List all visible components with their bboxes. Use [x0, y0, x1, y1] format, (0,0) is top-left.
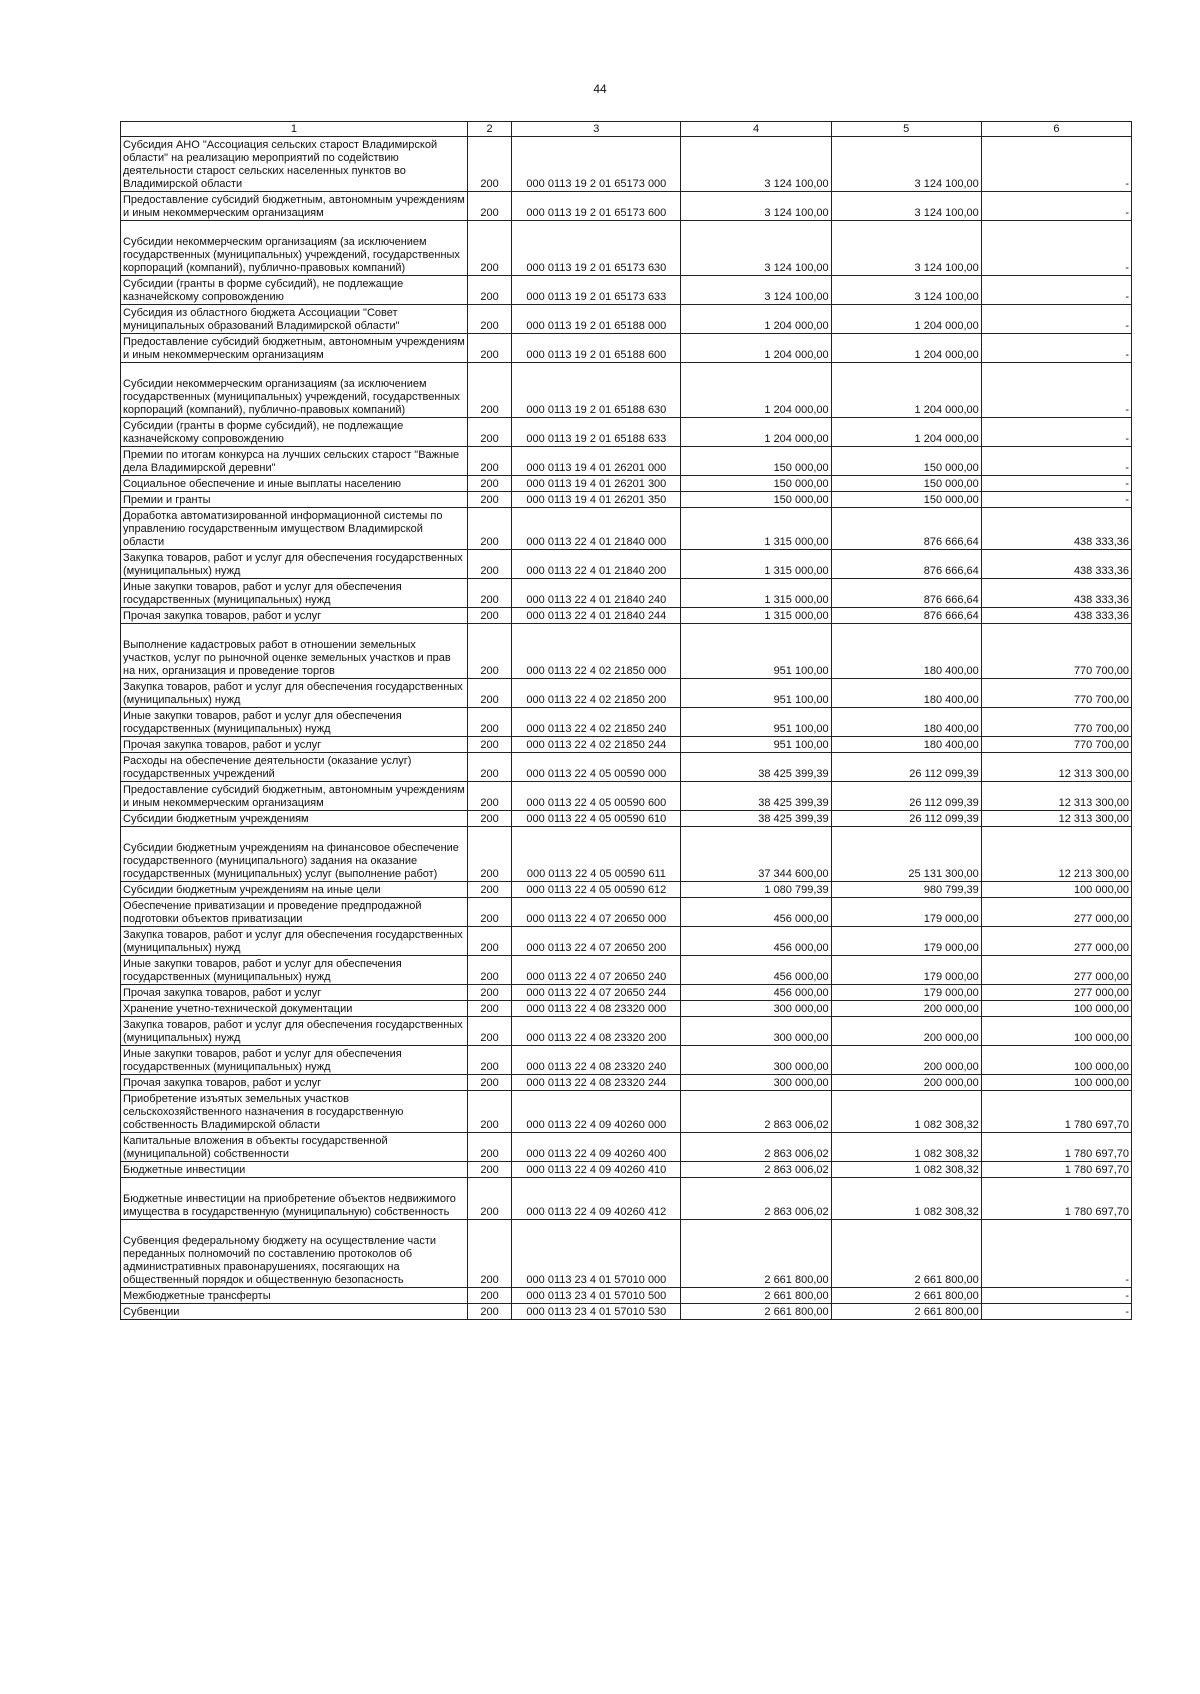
row-name-cell: Иные закупки товаров, работ и услуг для обеспечения государственных (муниципальных) нужд [121, 1046, 468, 1075]
row-value-col4-cell: 38 425 399,39 [681, 753, 831, 782]
row-value-col4-cell: 300 000,00 [681, 1001, 831, 1017]
table-row [121, 679, 1132, 708]
row-code-cell: 200 [467, 492, 511, 508]
row-name-cell: Премии и гранты [121, 492, 468, 508]
row-value-col6-cell: 277 000,00 [981, 898, 1131, 927]
row-kbk-cell: 000 0113 22 4 09 40260 400 [512, 1133, 681, 1162]
row-value-col6-cell: - [981, 418, 1131, 447]
row-value-col5-cell: 180 400,00 [831, 708, 981, 737]
row-value-col4-cell: 1 204 000,00 [681, 305, 831, 334]
row-kbk-cell: 000 0113 19 2 01 65173 633 [512, 276, 681, 305]
table-row [121, 1075, 1132, 1091]
row-name-cell: Предоставление субсидий бюджетным, автономным учреждениям и иным некоммерческим организациям [121, 334, 468, 363]
row-value-col4-cell: 37 344 600,00 [681, 827, 831, 882]
table-row [121, 811, 1132, 827]
row-code-cell: 200 [467, 882, 511, 898]
row-value-col6-cell: 277 000,00 [981, 985, 1131, 1001]
row-code-cell: 200 [467, 753, 511, 782]
row-value-col5-cell: 3 124 100,00 [831, 137, 981, 192]
row-code-cell: 200 [467, 221, 511, 276]
row-name-cell: Субсидии бюджетным учреждениям [121, 811, 468, 827]
row-value-col5-cell: 180 400,00 [831, 737, 981, 753]
row-code-cell: 200 [467, 898, 511, 927]
row-value-col6-cell: - [981, 447, 1131, 476]
row-value-col5-cell: 1 082 308,32 [831, 1091, 981, 1133]
row-value-col4-cell: 2 863 006,02 [681, 1133, 831, 1162]
table-row [121, 447, 1132, 476]
row-value-col4-cell: 38 425 399,39 [681, 811, 831, 827]
row-code-cell: 200 [467, 1178, 511, 1220]
row-value-col6-cell: 1 780 697,70 [981, 1091, 1131, 1133]
table-row [121, 192, 1132, 221]
row-value-col6-cell: 770 700,00 [981, 679, 1131, 708]
row-kbk-cell: 000 0113 22 4 07 20650 244 [512, 985, 681, 1001]
row-kbk-cell: 000 0113 23 4 01 57010 500 [512, 1288, 681, 1304]
row-code-cell: 200 [467, 363, 511, 418]
row-value-col6-cell: 100 000,00 [981, 882, 1131, 898]
row-name-cell: Закупка товаров, работ и услуг для обеспечения государственных (муниципальных) нужд [121, 927, 468, 956]
row-name-cell: Прочая закупка товаров, работ и услуг [121, 1075, 468, 1091]
row-value-col4-cell: 1 315 000,00 [681, 508, 831, 550]
row-value-col6-cell: - [981, 334, 1131, 363]
table-row [121, 550, 1132, 579]
row-kbk-cell: 000 0113 19 2 01 65173 630 [512, 221, 681, 276]
row-name-cell: Расходы на обеспечение деятельности (оказание услуг) государственных учреждений [121, 753, 468, 782]
row-value-col6-cell: - [981, 221, 1131, 276]
table-row [121, 508, 1132, 550]
row-code-cell: 200 [467, 1304, 511, 1320]
row-value-col5-cell: 200 000,00 [831, 1046, 981, 1075]
column-header-6: 6 [981, 122, 1131, 137]
table-row [121, 1162, 1132, 1178]
row-value-col6-cell: 277 000,00 [981, 927, 1131, 956]
row-value-col5-cell: 876 666,64 [831, 608, 981, 624]
row-code-cell: 200 [467, 708, 511, 737]
row-code-cell: 200 [467, 679, 511, 708]
table-row [121, 737, 1132, 753]
row-value-col5-cell: 179 000,00 [831, 898, 981, 927]
row-name-cell: Субвенции [121, 1304, 468, 1320]
row-value-col6-cell: 100 000,00 [981, 1046, 1131, 1075]
column-header-3: 3 [512, 122, 681, 137]
row-value-col4-cell: 951 100,00 [681, 737, 831, 753]
row-name-cell: Субсидии (гранты в форме субсидий), не подлежащие казначейскому сопровождению [121, 276, 468, 305]
row-value-col5-cell: 179 000,00 [831, 985, 981, 1001]
row-value-col6-cell: - [981, 276, 1131, 305]
row-code-cell: 200 [467, 579, 511, 608]
row-code-cell: 200 [467, 1091, 511, 1133]
row-value-col4-cell: 951 100,00 [681, 624, 831, 679]
row-name-cell: Социальное обеспечение и иные выплаты населению [121, 476, 468, 492]
row-kbk-cell: 000 0113 19 2 01 65173 000 [512, 137, 681, 192]
row-value-col4-cell: 3 124 100,00 [681, 192, 831, 221]
table-row [121, 476, 1132, 492]
table-row [121, 1046, 1132, 1075]
row-name-cell: Капитальные вложения в объекты государственной (муниципальной) собственности [121, 1133, 468, 1162]
row-kbk-cell: 000 0113 22 4 05 00590 000 [512, 753, 681, 782]
table-row [121, 1133, 1132, 1162]
row-value-col6-cell: 1 780 697,70 [981, 1133, 1131, 1162]
row-name-cell: Субсидии некоммерческим организациям (за исключением государственных (муниципальных) учреждений, государственных корпораций (компаний), публично-правовых компаний) [121, 221, 468, 276]
row-value-col4-cell: 150 000,00 [681, 492, 831, 508]
column-header-1: 1 [121, 122, 468, 137]
table-row [121, 956, 1132, 985]
row-code-cell: 200 [467, 608, 511, 624]
row-value-col5-cell: 26 112 099,39 [831, 753, 981, 782]
row-code-cell: 200 [467, 550, 511, 579]
row-code-cell: 200 [467, 1017, 511, 1046]
row-value-col6-cell: 12 313 300,00 [981, 782, 1131, 811]
row-value-col4-cell: 2 661 800,00 [681, 1304, 831, 1320]
row-value-col4-cell: 456 000,00 [681, 927, 831, 956]
row-name-cell: Предоставление субсидий бюджетным, автономным учреждениям и иным некоммерческим организациям [121, 782, 468, 811]
row-kbk-cell: 000 0113 22 4 02 21850 240 [512, 708, 681, 737]
row-value-col5-cell: 179 000,00 [831, 927, 981, 956]
row-code-cell: 200 [467, 827, 511, 882]
row-code-cell: 200 [467, 192, 511, 221]
row-name-cell: Субсидии бюджетным учреждениям на иные цели [121, 882, 468, 898]
row-kbk-cell: 000 0113 23 4 01 57010 530 [512, 1304, 681, 1320]
row-value-col5-cell: 150 000,00 [831, 492, 981, 508]
row-name-cell: Выполнение кадастровых работ в отношении земельных участков, услуг по рыночной оценке земельных участков и прав на них, организация и проведение торгов [121, 624, 468, 679]
row-name-cell: Хранение учетно-технической документации [121, 1001, 468, 1017]
row-value-col5-cell: 150 000,00 [831, 447, 981, 476]
budget-table [120, 121, 1132, 1320]
row-value-col5-cell: 26 112 099,39 [831, 782, 981, 811]
row-name-cell: Бюджетные инвестиции на приобретение объектов недвижимого имущества в государственную (муниципальную) собственность [121, 1178, 468, 1220]
page-number: 44 [593, 82, 607, 96]
row-value-col4-cell: 300 000,00 [681, 1017, 831, 1046]
row-name-cell: Субсидии некоммерческим организациям (за исключением государственных (муниципальных) учреждений, государственных корпораций (компаний), публично-правовых компаний) [121, 363, 468, 418]
row-kbk-cell: 000 0113 19 2 01 65188 600 [512, 334, 681, 363]
row-value-col4-cell: 1 204 000,00 [681, 334, 831, 363]
row-name-cell: Субсидии (гранты в форме субсидий), не подлежащие казначейскому сопровождению [121, 418, 468, 447]
row-code-cell: 200 [467, 137, 511, 192]
row-name-cell: Иные закупки товаров, работ и услуг для обеспечения государственных (муниципальных) нужд [121, 708, 468, 737]
row-value-col5-cell: 26 112 099,39 [831, 811, 981, 827]
row-name-cell: Прочая закупка товаров, работ и услуг [121, 737, 468, 753]
row-code-cell: 200 [467, 811, 511, 827]
row-kbk-cell: 000 0113 22 4 07 20650 200 [512, 927, 681, 956]
row-value-col4-cell: 150 000,00 [681, 447, 831, 476]
row-value-col4-cell: 1 315 000,00 [681, 550, 831, 579]
row-value-col5-cell: 1 204 000,00 [831, 305, 981, 334]
row-value-col5-cell: 1 204 000,00 [831, 334, 981, 363]
row-value-col6-cell: 438 333,36 [981, 550, 1131, 579]
row-value-col5-cell: 200 000,00 [831, 1075, 981, 1091]
row-value-col6-cell: - [981, 1220, 1131, 1288]
row-value-col4-cell: 2 863 006,02 [681, 1091, 831, 1133]
table-row [121, 137, 1132, 192]
row-value-col6-cell: - [981, 305, 1131, 334]
row-code-cell: 200 [467, 927, 511, 956]
row-value-col5-cell: 25 131 300,00 [831, 827, 981, 882]
row-kbk-cell: 000 0113 19 4 01 26201 300 [512, 476, 681, 492]
row-value-col4-cell: 300 000,00 [681, 1046, 831, 1075]
row-value-col6-cell: - [981, 363, 1131, 418]
row-value-col5-cell: 1 204 000,00 [831, 418, 981, 447]
row-kbk-cell: 000 0113 22 4 01 21840 000 [512, 508, 681, 550]
row-kbk-cell: 000 0113 22 4 07 20650 240 [512, 956, 681, 985]
table-row [121, 708, 1132, 737]
table-row [121, 753, 1132, 782]
column-header-4: 4 [681, 122, 831, 137]
table-row [121, 221, 1132, 276]
row-value-col6-cell: - [981, 137, 1131, 192]
row-code-cell: 200 [467, 956, 511, 985]
row-value-col6-cell: - [981, 492, 1131, 508]
row-name-cell: Доработка автоматизированной информационной системы по управлению государственным имуществом Владимирской области [121, 508, 468, 550]
row-value-col5-cell: 180 400,00 [831, 679, 981, 708]
row-value-col6-cell: - [981, 192, 1131, 221]
row-kbk-cell: 000 0113 22 4 01 21840 200 [512, 550, 681, 579]
row-value-col5-cell: 3 124 100,00 [831, 221, 981, 276]
row-value-col4-cell: 1 315 000,00 [681, 579, 831, 608]
table-row [121, 579, 1132, 608]
row-code-cell: 200 [467, 985, 511, 1001]
row-value-col5-cell: 3 124 100,00 [831, 276, 981, 305]
row-kbk-cell: 000 0113 19 2 01 65173 600 [512, 192, 681, 221]
row-code-cell: 200 [467, 1075, 511, 1091]
row-value-col6-cell: - [981, 1288, 1131, 1304]
row-name-cell: Прочая закупка товаров, работ и услуг [121, 608, 468, 624]
row-name-cell: Закупка товаров, работ и услуг для обеспечения государственных (муниципальных) нужд [121, 550, 468, 579]
row-value-col6-cell: 12 213 300,00 [981, 827, 1131, 882]
row-value-col5-cell: 2 661 800,00 [831, 1220, 981, 1288]
row-kbk-cell: 000 0113 22 4 05 00590 610 [512, 811, 681, 827]
table-row [121, 624, 1132, 679]
table-row [121, 363, 1132, 418]
row-name-cell: Обеспечение приватизации и проведение предпродажной подготовки объектов приватизации [121, 898, 468, 927]
table-row [121, 827, 1132, 882]
row-value-col5-cell: 2 661 800,00 [831, 1288, 981, 1304]
row-value-col4-cell: 456 000,00 [681, 985, 831, 1001]
header-row [121, 122, 1132, 137]
row-value-col4-cell: 2 661 800,00 [681, 1288, 831, 1304]
row-value-col6-cell: 277 000,00 [981, 956, 1131, 985]
row-value-col6-cell: 12 313 300,00 [981, 753, 1131, 782]
row-value-col6-cell: 770 700,00 [981, 737, 1131, 753]
row-code-cell: 200 [467, 624, 511, 679]
row-kbk-cell: 000 0113 22 4 05 00590 611 [512, 827, 681, 882]
row-kbk-cell: 000 0113 22 4 08 23320 200 [512, 1017, 681, 1046]
row-value-col5-cell: 3 124 100,00 [831, 192, 981, 221]
table-row [121, 305, 1132, 334]
row-value-col4-cell: 456 000,00 [681, 956, 831, 985]
table-row [121, 1220, 1132, 1288]
row-code-cell: 200 [467, 334, 511, 363]
row-value-col6-cell: 12 313 300,00 [981, 811, 1131, 827]
table-row [121, 334, 1132, 363]
row-code-cell: 200 [467, 476, 511, 492]
row-code-cell: 200 [467, 508, 511, 550]
row-value-col5-cell: 200 000,00 [831, 1001, 981, 1017]
row-value-col6-cell: - [981, 1304, 1131, 1320]
row-code-cell: 200 [467, 305, 511, 334]
row-value-col4-cell: 1 080 799,39 [681, 882, 831, 898]
column-header-5: 5 [831, 122, 981, 137]
table-row [121, 927, 1132, 956]
row-kbk-cell: 000 0113 22 4 02 21850 200 [512, 679, 681, 708]
table-row [121, 492, 1132, 508]
row-value-col5-cell: 876 666,64 [831, 579, 981, 608]
row-kbk-cell: 000 0113 23 4 01 57010 000 [512, 1220, 681, 1288]
row-value-col6-cell: 438 333,36 [981, 508, 1131, 550]
table-row [121, 898, 1132, 927]
row-kbk-cell: 000 0113 19 4 01 26201 350 [512, 492, 681, 508]
row-name-cell: Приобретение изъятых земельных участков сельскохозяйственного назначения в государственную собственность Владимирской области [121, 1091, 468, 1133]
row-code-cell: 200 [467, 1046, 511, 1075]
row-name-cell: Субсидия АНО "Ассоциация сельских старост Владимирской области" на реализацию мероприятий по содействию деятельности старост сельских населенных пунктов во Владимирской области [121, 137, 468, 192]
row-kbk-cell: 000 0113 22 4 02 21850 000 [512, 624, 681, 679]
row-code-cell: 200 [467, 276, 511, 305]
table-row [121, 1178, 1132, 1220]
row-value-col5-cell: 1 082 308,32 [831, 1178, 981, 1220]
row-value-col4-cell: 3 124 100,00 [681, 276, 831, 305]
row-name-cell: Межбюджетные трансферты [121, 1288, 468, 1304]
row-value-col5-cell: 180 400,00 [831, 624, 981, 679]
row-kbk-cell: 000 0113 22 4 08 23320 240 [512, 1046, 681, 1075]
row-kbk-cell: 000 0113 22 4 08 23320 244 [512, 1075, 681, 1091]
table-row [121, 782, 1132, 811]
row-name-cell: Субсидии бюджетным учреждениям на финансовое обеспечение государственного (муниципального) задания на оказание государственных (муниципальных) услуг (выполнение работ) [121, 827, 468, 882]
table-row [121, 1288, 1132, 1304]
row-value-col6-cell: 770 700,00 [981, 624, 1131, 679]
row-value-col6-cell: 438 333,36 [981, 579, 1131, 608]
table-row [121, 1091, 1132, 1133]
row-code-cell: 200 [467, 737, 511, 753]
table-row [121, 1001, 1132, 1017]
row-value-col5-cell: 1 204 000,00 [831, 363, 981, 418]
row-value-col4-cell: 3 124 100,00 [681, 221, 831, 276]
row-value-col5-cell: 2 661 800,00 [831, 1304, 981, 1320]
table-row [121, 985, 1132, 1001]
table-row [121, 418, 1132, 447]
row-value-col6-cell: 100 000,00 [981, 1017, 1131, 1046]
row-code-cell: 200 [467, 1288, 511, 1304]
row-value-col4-cell: 951 100,00 [681, 679, 831, 708]
row-value-col4-cell: 2 863 006,02 [681, 1178, 831, 1220]
row-name-cell: Иные закупки товаров, работ и услуг для обеспечения государственных (муниципальных) нужд [121, 579, 468, 608]
row-value-col6-cell: 1 780 697,70 [981, 1178, 1131, 1220]
row-kbk-cell: 000 0113 22 4 02 21850 244 [512, 737, 681, 753]
row-value-col5-cell: 980 799,39 [831, 882, 981, 898]
row-name-cell: Субсидия из областного бюджета Ассоциации "Совет муниципальных образований Владимирской области" [121, 305, 468, 334]
row-value-col6-cell: 100 000,00 [981, 1001, 1131, 1017]
row-code-cell: 200 [467, 782, 511, 811]
row-value-col6-cell: - [981, 476, 1131, 492]
row-kbk-cell: 000 0113 22 4 08 23320 000 [512, 1001, 681, 1017]
row-code-cell: 200 [467, 418, 511, 447]
row-kbk-cell: 000 0113 22 4 01 21840 244 [512, 608, 681, 624]
table-row [121, 882, 1132, 898]
row-value-col4-cell: 2 863 006,02 [681, 1162, 831, 1178]
row-name-cell: Закупка товаров, работ и услуг для обеспечения государственных (муниципальных) нужд [121, 679, 468, 708]
row-kbk-cell: 000 0113 19 2 01 65188 630 [512, 363, 681, 418]
row-value-col5-cell: 876 666,64 [831, 550, 981, 579]
row-value-col5-cell: 1 082 308,32 [831, 1162, 981, 1178]
row-value-col4-cell: 1 204 000,00 [681, 363, 831, 418]
table-row [121, 1017, 1132, 1046]
row-name-cell: Субвенция федеральному бюджету на осуществление части переданных полномочий по составлению протоколов об административных правонарушениях, посягающих на общественный порядок и общественную безопасность [121, 1220, 468, 1288]
row-value-col4-cell: 1 204 000,00 [681, 418, 831, 447]
row-kbk-cell: 000 0113 22 4 09 40260 000 [512, 1091, 681, 1133]
row-value-col4-cell: 951 100,00 [681, 708, 831, 737]
column-header-2: 2 [467, 122, 511, 137]
row-value-col5-cell: 876 666,64 [831, 508, 981, 550]
row-value-col4-cell: 1 315 000,00 [681, 608, 831, 624]
row-kbk-cell: 000 0113 22 4 05 00590 612 [512, 882, 681, 898]
table-row [121, 608, 1132, 624]
row-code-cell: 200 [467, 1001, 511, 1017]
row-value-col5-cell: 179 000,00 [831, 956, 981, 985]
row-code-cell: 200 [467, 447, 511, 476]
row-kbk-cell: 000 0113 19 2 01 65188 633 [512, 418, 681, 447]
row-code-cell: 200 [467, 1133, 511, 1162]
row-value-col6-cell: 100 000,00 [981, 1075, 1131, 1091]
row-kbk-cell: 000 0113 22 4 09 40260 410 [512, 1162, 681, 1178]
row-value-col5-cell: 200 000,00 [831, 1017, 981, 1046]
row-name-cell: Бюджетные инвестиции [121, 1162, 468, 1178]
table-row [121, 1304, 1132, 1320]
row-value-col6-cell: 1 780 697,70 [981, 1162, 1131, 1178]
row-code-cell: 200 [467, 1220, 511, 1288]
row-kbk-cell: 000 0113 22 4 05 00590 600 [512, 782, 681, 811]
table-row [121, 276, 1132, 305]
row-kbk-cell: 000 0113 22 4 07 20650 000 [512, 898, 681, 927]
row-value-col4-cell: 3 124 100,00 [681, 137, 831, 192]
row-value-col6-cell: 770 700,00 [981, 708, 1131, 737]
row-name-cell: Закупка товаров, работ и услуг для обеспечения государственных (муниципальных) нужд [121, 1017, 468, 1046]
row-kbk-cell: 000 0113 19 2 01 65188 000 [512, 305, 681, 334]
row-kbk-cell: 000 0113 19 4 01 26201 000 [512, 447, 681, 476]
row-value-col4-cell: 456 000,00 [681, 898, 831, 927]
row-name-cell: Иные закупки товаров, работ и услуг для обеспечения государственных (муниципальных) нужд [121, 956, 468, 985]
row-kbk-cell: 000 0113 22 4 01 21840 240 [512, 579, 681, 608]
row-name-cell: Премии по итогам конкурса на лучших сельских старост "Важные дела Владимирской деревни" [121, 447, 468, 476]
row-value-col4-cell: 38 425 399,39 [681, 782, 831, 811]
row-kbk-cell: 000 0113 22 4 09 40260 412 [512, 1178, 681, 1220]
row-code-cell: 200 [467, 1162, 511, 1178]
row-value-col6-cell: 438 333,36 [981, 608, 1131, 624]
row-value-col4-cell: 300 000,00 [681, 1075, 831, 1091]
row-name-cell: Прочая закупка товаров, работ и услуг [121, 985, 468, 1001]
row-value-col4-cell: 2 661 800,00 [681, 1220, 831, 1288]
row-value-col4-cell: 150 000,00 [681, 476, 831, 492]
row-name-cell: Предоставление субсидий бюджетным, автономным учреждениям и иным некоммерческим организациям [121, 192, 468, 221]
row-value-col5-cell: 150 000,00 [831, 476, 981, 492]
row-value-col5-cell: 1 082 308,32 [831, 1133, 981, 1162]
